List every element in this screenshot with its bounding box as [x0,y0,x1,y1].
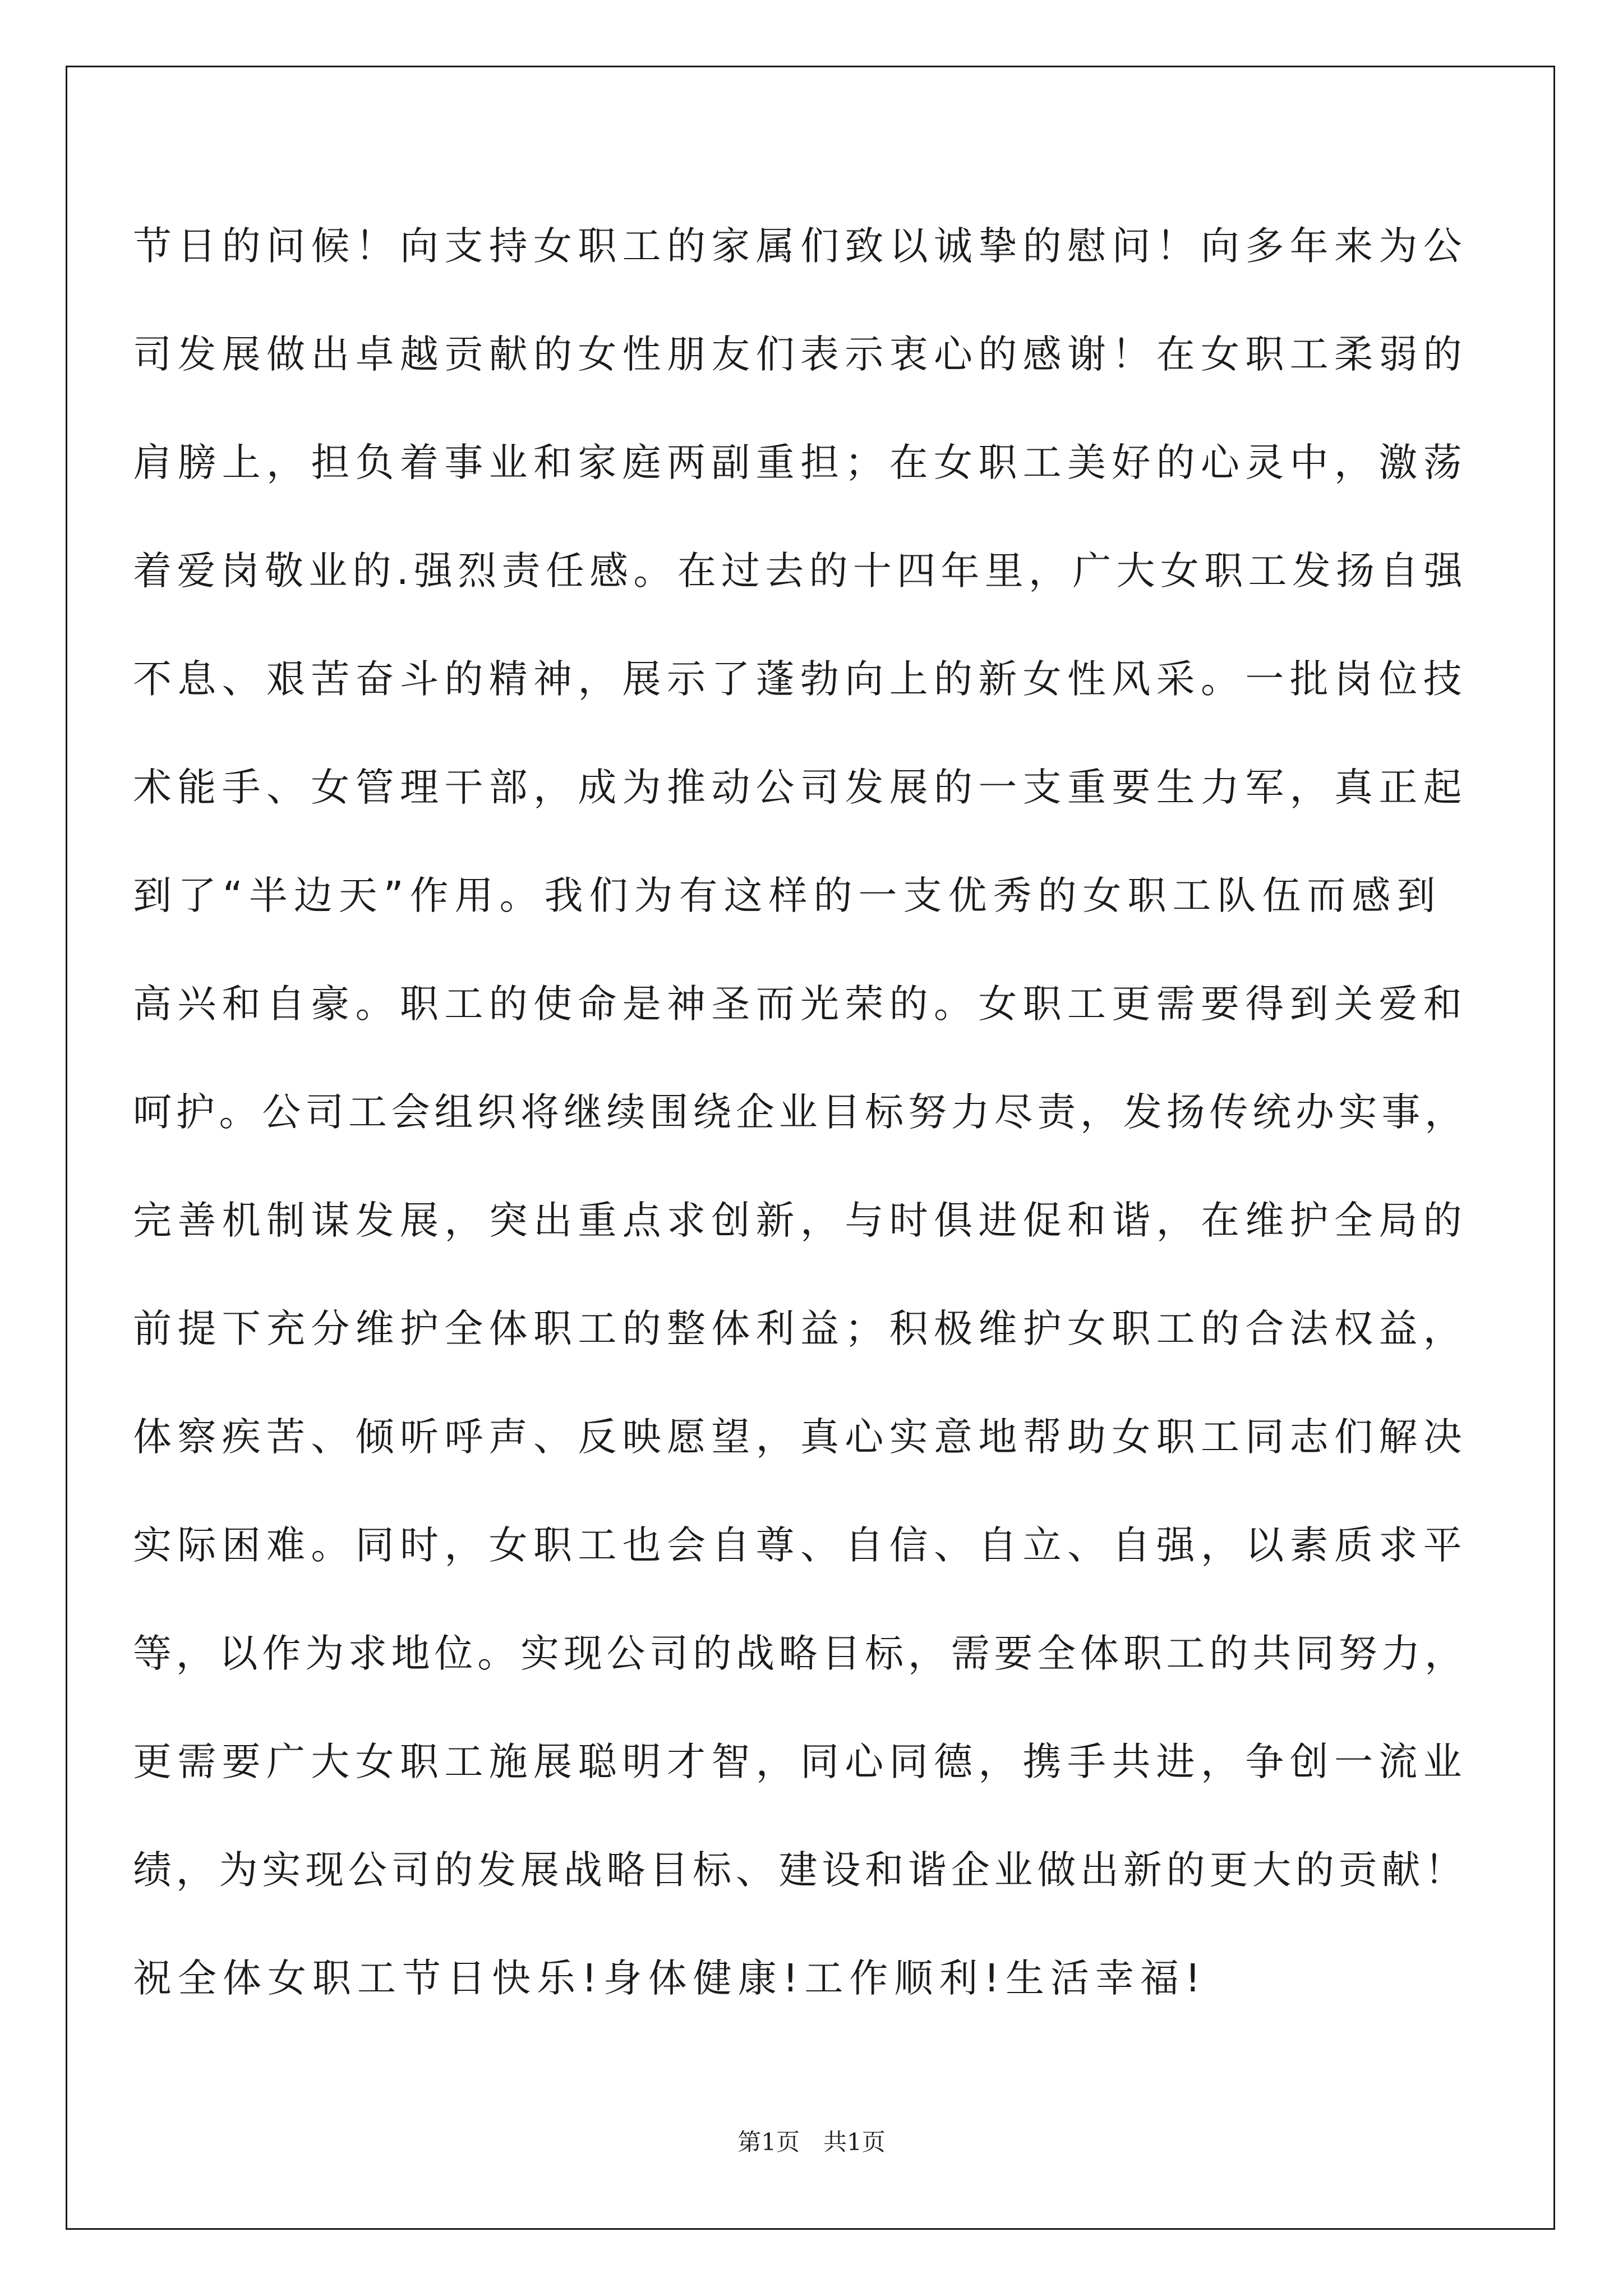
text-line: 完善机制谋发展，突出重点求创新，与时俱进促和谐，在维护全局的 [133,1198,1468,1243]
text-line: 高兴和自豪。职工的使命是神圣而光荣的。女职工更需要得到关爱和 [133,982,1468,1027]
text-line: 不息、艰苦奋斗的精神，展示了蓬勃向上的新女性风采。一批岗位技 [133,657,1468,702]
text-line: 术能手、女管理干部，成为推动公司发展的一支重要生力军，真正起 [133,765,1468,810]
text-line: 到了“半边天”作用。我们为有这样的一支优秀的女职工队伍而感到 [133,873,1442,918]
text-line: 呵护。公司工会组织将继续围绕企业目标努力尽责，发扬传统办实事， [133,1090,1468,1135]
page-number-footer: 第1页 共1页 [737,2128,886,2156]
text-line: 祝全体女职工节日快乐!身体健康!工作顺利!生活幸福! [133,1956,1207,2001]
text-line: 司发展做出卓越贡献的女性朋友们表示衷心的感谢！在女职工柔弱的 [133,332,1468,377]
text-line: 节日的问候！向支持女职工的家属们致以诚挚的慰问！向多年来为公 [133,224,1468,269]
text-line: 更需要广大女职工施展聪明才智，同心同德，携手共进，争创一流业 [133,1740,1468,1784]
text-line: 体察疾苦、倾听呼声、反映愿望，真心实意地帮助女职工同志们解决 [133,1415,1468,1460]
text-line: 绩，为实现公司的发展战略目标、建设和谐企业做出新的更大的贡献！ [133,1848,1468,1893]
text-line: 肩膀上，担负着事业和家庭两副重担；在女职工美好的心灵中，激荡 [133,440,1468,485]
text-line: 等，以作为求地位。实现公司的战略目标，需要全体职工的共同努力， [133,1631,1468,1676]
text-line: 实际困难。同时，女职工也会自尊、自信、自立、自强，以素质求平 [133,1523,1468,1568]
text-line: 前提下充分维护全体职工的整体利益；积极维护女职工的合法权益， [133,1306,1468,1351]
text-line: 着爱岗敬业的.强烈责任感。在过去的十四年里，广大女职工发扬自强 [133,549,1468,593]
page-frame [66,66,1555,2230]
